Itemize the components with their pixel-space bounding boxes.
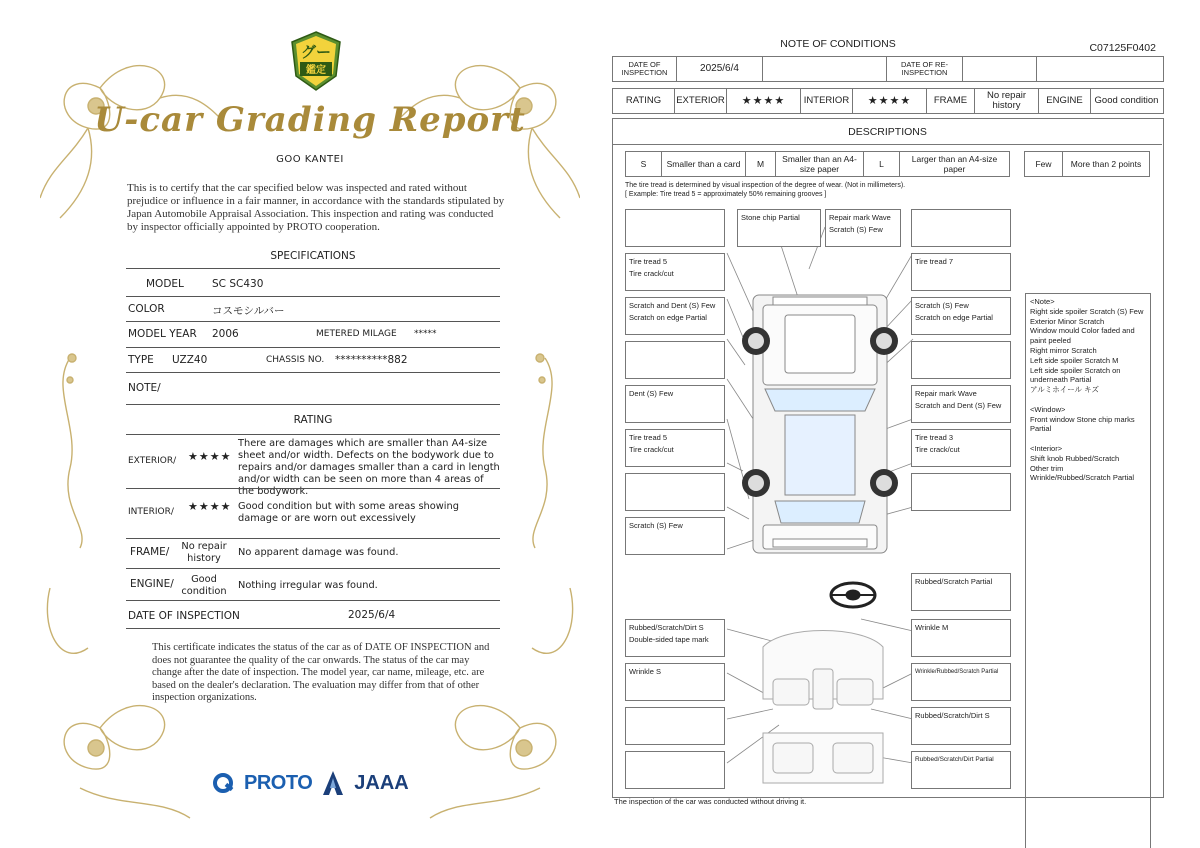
- note-of-conditions-sheet: [612, 34, 1164, 814]
- few-legend: [1024, 151, 1150, 177]
- rating-heading: RATING: [293, 414, 333, 426]
- legend-s: S: [626, 152, 662, 176]
- divider: [126, 372, 500, 373]
- engine-value: Good condition: [1094, 95, 1159, 106]
- desc-box-left-rear-tire: Tire tread 5 Tire crack/cut: [625, 429, 725, 467]
- grading-certificate: [40, 28, 580, 820]
- exterior-label: EXTERIOR: [675, 89, 727, 113]
- certificate-disclaimer: This certificate indicates the status of the car as of DATE OF INSPECTION and does not guarantee the quality of the car onwards. The status of the car may change after the date of inspection. The model year, car name, mileage, etc. are based on the dealer's declaration. The evaluation may differ from that of other inspection organizations.: [152, 642, 490, 703]
- desc-box-right-front-tire: Tire tread 7: [911, 253, 1011, 291]
- date-row: [612, 56, 1164, 82]
- desc-box-left-dash: Rubbed/Scratch/Dirt S Double-sided tape mark: [625, 619, 725, 657]
- desc-box-empty: [625, 707, 725, 745]
- divider: [126, 538, 500, 539]
- desc-box-stone-chip: Stone chip Partial: [737, 209, 821, 247]
- goo-kantei-logo: [288, 30, 344, 92]
- interior-body: Shift knob Rubbed/Scratch Other trim Wrinkle/Rubbed/Scratch Partial: [1030, 453, 1135, 483]
- desc-box-left-seat: Wrinkle S: [625, 663, 725, 701]
- model-year-label: MODEL YEAR: [128, 328, 197, 340]
- exterior-description: There are damages which are smaller than A4-size sheet and/or width. Defects on the bodywork due to repairs and/or damages smaller than a card in length and/or width can be seen on more than 4 areas of the bodywork.: [238, 438, 500, 497]
- footer-logos: [212, 768, 409, 798]
- legend-s-text: Smaller than a card: [662, 152, 746, 176]
- engine-label: ENGINE/: [130, 578, 174, 590]
- legend-m-text: Smaller than an A4-size paper: [776, 152, 864, 176]
- desc-box-left-rear-scratch: Scratch (S) Few: [625, 517, 725, 555]
- desc-box-empty: [625, 751, 725, 789]
- tire-note-line-2: [ Example: Tire tread 5 = approximately 50% remaining grooves ]: [625, 191, 827, 198]
- empty-cell: [1037, 57, 1161, 81]
- type-value: UZZ40: [172, 354, 208, 366]
- divider: [126, 404, 500, 405]
- sheet-footer: The inspection of the car was conducted without driving it.: [614, 797, 807, 806]
- sheet-title: NOTE OF CONDITIONS: [780, 38, 896, 50]
- empty-cell: [963, 57, 1037, 81]
- desc-box-right-seat: Rubbed/Scratch/Dirt S: [911, 707, 1011, 745]
- date-of-inspection-value: 2025/6/4: [348, 609, 396, 621]
- desc-box-left-scratch: Scratch and Dent (S) Few Scratch on edge Partial: [625, 297, 725, 335]
- desc-box-empty: [911, 341, 1011, 379]
- jaaa-logo-icon: [322, 770, 344, 796]
- divider: [126, 347, 500, 348]
- empty-cell: [763, 57, 887, 81]
- note-body: Right side spoiler Scratch (S) Few Exterior Minor Scratch Window mould Color faded and paint peeled Right mirror Scratch Left side spoiler Scratch M Left side spoiler Scratch on underneath Partial アルミホイール キズ: [1030, 306, 1144, 395]
- proto-logo-icon: [212, 772, 234, 794]
- frame-label: FRAME/: [130, 546, 170, 558]
- desc-box-empty: [911, 473, 1011, 511]
- jaaa-logo: JAAA: [354, 771, 409, 794]
- interior-description: Good condition but with some areas showing damage or are worn out excessively: [238, 501, 459, 524]
- frame-label: FRAME: [927, 89, 975, 113]
- notes-panel: [1025, 293, 1151, 848]
- type-label: TYPE: [128, 354, 154, 366]
- engine-label: ENGINE: [1039, 89, 1091, 113]
- model-value: SC SC430: [212, 278, 264, 290]
- rating-row: [612, 88, 1164, 114]
- desc-box-empty: [625, 341, 725, 379]
- divider: [126, 321, 500, 322]
- certificate-title: U-car Grading Report: [94, 100, 526, 140]
- divider: [126, 628, 500, 629]
- divider: [126, 268, 500, 269]
- metered-milage-label: METERED MILAGE: [316, 329, 397, 339]
- desc-box-right-trim: Wrinkle/Rubbed/Scratch Partial: [911, 663, 1011, 701]
- note-label: NOTE/: [128, 382, 161, 394]
- interior-label: INTERIOR: [801, 89, 853, 113]
- model-year-value: 2006: [212, 328, 239, 340]
- note-heading: <Note>: [1030, 297, 1055, 306]
- desc-box-empty: [625, 473, 725, 511]
- desc-box-right-scratch: Scratch (S) Few Scratch on edge Partial: [911, 297, 1011, 335]
- legend-few: Few: [1025, 152, 1063, 176]
- interior-stars: ★★★★: [853, 89, 927, 113]
- interior-heading: <Interior>: [1030, 443, 1063, 453]
- color-label: COLOR: [128, 303, 165, 315]
- legend-l: L: [864, 152, 900, 176]
- divider: [126, 568, 500, 569]
- tire-note-line-1: The tire tread is determined by visual inspection of the degree of wear. (Not in millimeters).: [625, 182, 906, 189]
- window-body: Front window Stone chip marks Partial: [1030, 414, 1135, 434]
- legend-l-text: Larger than an A4-size paper: [911, 154, 998, 174]
- chassis-label: CHASSIS NO.: [266, 355, 325, 365]
- date-of-reinspection-label: DATE OF RE-INSPECTION: [887, 57, 963, 81]
- rating-label: RATING: [613, 89, 675, 113]
- desc-box-left-dent: Dent (S) Few: [625, 385, 725, 423]
- legend-few-text: More than 2 points: [1070, 159, 1142, 169]
- date-of-inspection-label: DATE OF INSPECTION: [128, 610, 240, 622]
- logo-text: 鑑定: [306, 65, 326, 76]
- desc-box-steering: Rubbed/Scratch Partial: [911, 573, 1011, 611]
- sheet-code: C07125F0402: [1089, 42, 1156, 54]
- certificate-subtitle: GOO KANTEI: [276, 154, 344, 165]
- divider: [126, 296, 500, 297]
- window-heading: <Window>: [1030, 404, 1066, 414]
- certificate-intro: This is to certify that the car specified below was inspected and rated without prejudice or influence in a fair manner, in accordance with the standards stipulated by Japan Automobile Appraisal Association. This inspection and rating was conducted by inspector officially appointed by PROTO cooperation.: [127, 182, 505, 233]
- date-of-inspection-label: DATE OF INSPECTION: [613, 57, 677, 81]
- descriptions-panel: [612, 118, 1164, 798]
- cabin-diagram: [763, 631, 883, 784]
- model-label: MODEL: [146, 278, 184, 290]
- desc-box-empty: [911, 209, 1011, 247]
- engine-description: Nothing irregular was found.: [238, 580, 378, 591]
- color-value: コスモシルバー: [212, 305, 285, 317]
- exterior-label: EXTERIOR/: [128, 456, 177, 466]
- metered-milage-value: *****: [414, 329, 437, 339]
- desc-box-right-rear-tire: Tire tread 3 Tire crack/cut: [911, 429, 1011, 467]
- specifications-heading: SPECIFICATIONS: [270, 250, 356, 262]
- frame-value: No repair history: [975, 89, 1039, 113]
- interior-label: INTERIOR/: [128, 507, 174, 517]
- proto-logo: PROTO: [244, 771, 313, 794]
- desc-box-right-repair: Repair mark Wave Scratch and Dent (S) Few: [911, 385, 1011, 423]
- exterior-stars: ★★★★: [188, 450, 232, 463]
- desc-box-empty: [625, 209, 725, 247]
- divider: [126, 488, 500, 489]
- legend-m: M: [746, 152, 776, 176]
- frame-description: No apparent damage was found.: [238, 547, 399, 558]
- frame-value: No repair history: [181, 541, 227, 564]
- steering-wheel-icon: [831, 583, 875, 607]
- desc-box-right-rear: Rubbed/Scratch/Dirt Partial: [911, 751, 1011, 789]
- desc-box-right-dash: Wrinkle M: [911, 619, 1011, 657]
- descriptions-heading: DESCRIPTIONS: [613, 119, 1162, 145]
- desc-box-repair-mark: Repair mark Wave Scratch (S) Few: [825, 209, 901, 247]
- desc-box-left-front-tire: Tire tread 5 Tire crack/cut: [625, 253, 725, 291]
- svg-text:グー: グー: [300, 43, 332, 61]
- exterior-stars: ★★★★: [727, 89, 801, 113]
- divider: [126, 600, 500, 601]
- divider: [126, 434, 500, 435]
- chassis-value: **********882: [335, 354, 408, 366]
- date-of-inspection-value: 2025/6/4: [677, 57, 763, 81]
- interior-stars: ★★★★: [188, 500, 232, 513]
- engine-value: Good condition: [181, 574, 227, 597]
